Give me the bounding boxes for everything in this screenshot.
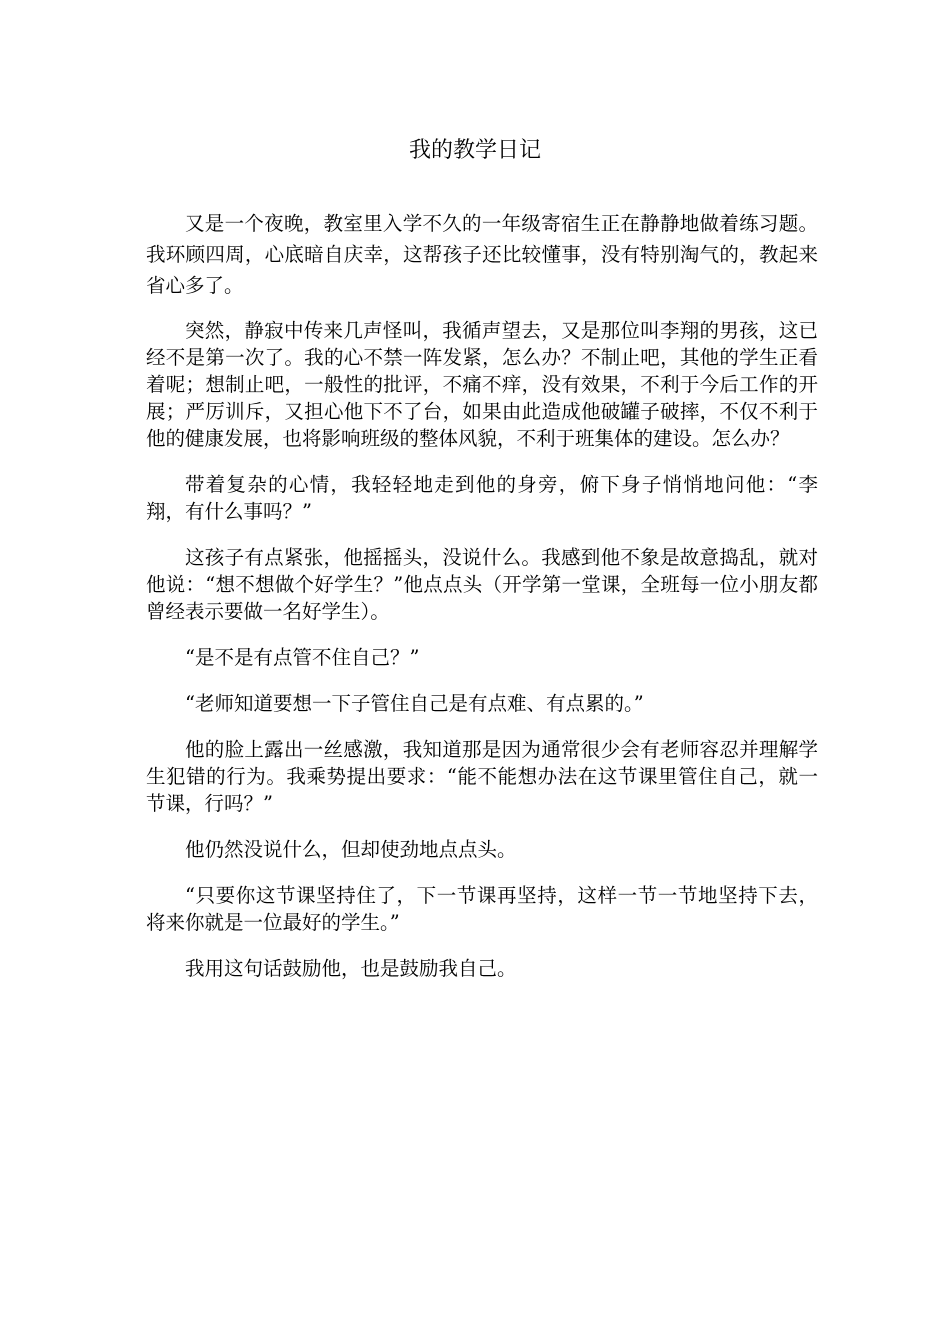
paragraph-10: 我用这句话鼓励他，也是鼓励我自己。 [185, 957, 517, 980]
paragraph-4: 这孩子有点紧张，他摇摇头，没说什么。我感到他不象是故意捣乱，就对他说：“想不想做个好学生？”他点点头（开学第一堂课，全班每一位小朋友都曾经表示要做一名好学生）。 [146, 546, 818, 623]
document-body [146, 208, 818, 1001]
paragraph-9: “只要你这节课坚持住了，下一节课再坚持，这样一节一节地坚持下去，将来你就是一位最好的学生。” [146, 884, 818, 934]
paragraph-5: “是不是有点管不住自己？” [185, 646, 420, 669]
paragraph-2: 突然，静寂中传来几声怪叫，我循声望去，又是那位叫李翔的男孩，这已经不是第一次了。我的心不禁一阵发紧，怎么办？不制止吧，其他的学生正看着呢；想制止吧，一般性的批评，不痛不痒，没有效果，不利于今后工作的开展；严厉训斥，又担心他下不了台，如果由此造成他破罐子破摔，不仅不利于他的健康发展，也将影响班级的整体风貌，不利于班集体的建设。怎么办？ [146, 319, 818, 450]
paragraph-1: 又是一个夜晚，教室里入学不久的一年级寄宿生正在静静地做着练习题。我环顾四周，心底暗自庆幸，这帮孩子还比较懂事，没有特别淘气的，教起来省心多了。 [146, 212, 818, 297]
paragraph-7: 他的脸上露出一丝感激，我知道那是因为通常很少会有老师容忍并理解学生犯错的行为。我乘势提出要求：“能不能想办法在这节课里管住自己，就一节课，行吗？” [146, 738, 818, 815]
paragraph-3: 带着复杂的心情，我轻轻地走到他的身旁，俯下身子悄悄地问他：“李翔，有什么事吗？” [146, 473, 818, 523]
paragraph-6: “老师知道要想一下子管住自己是有点难、有点累的。” [185, 692, 644, 715]
paragraph-8: 他仍然没说什么，但却使劲地点点头。 [185, 838, 517, 861]
document-title: 我的教学日记 [408, 138, 541, 163]
